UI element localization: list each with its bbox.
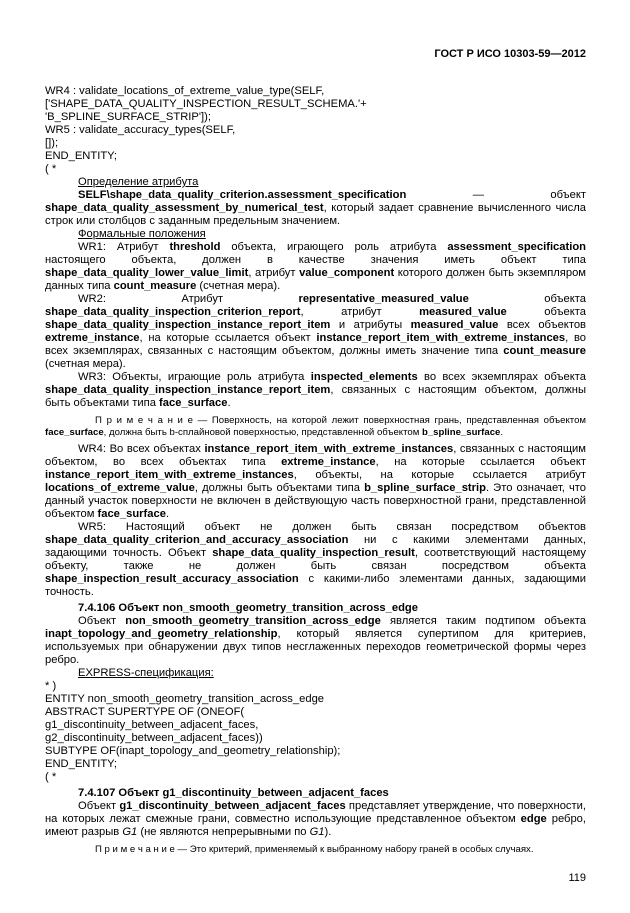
text-segment: G1 — [309, 826, 325, 839]
text-segment: non_smooth_geometry_transition_across_edge — [125, 615, 381, 628]
text-segment: assessment_specification — [447, 241, 586, 253]
text-segment: SUBTYPE OF(inapt_topology_and_geometry_relationship); — [45, 745, 341, 758]
text-segment: face_surface — [97, 508, 166, 521]
note-paragraph — [45, 844, 586, 856]
text-segment: END_ENTITY; — [45, 758, 118, 771]
text-segment: EXPRESS-спецификация: — [78, 667, 214, 680]
text-segment: объекта — [506, 306, 586, 318]
text-segment: настоящего объекта, должен в качестве значения иметь объект типа — [45, 254, 586, 266]
code-line — [45, 111, 586, 124]
code-line — [45, 150, 586, 163]
text-segment: WR3: Объекты, играющие роль атрибута — [78, 371, 311, 383]
text-segment: 7.4.106 Объект non_smooth_geometry_transition_across_edge — [78, 602, 418, 615]
text-segment: , на которые ссылается объект — [375, 456, 586, 469]
text-segment: ни с какими элементами данных, задающими точность. Объект — [45, 534, 586, 560]
text-segment: SELF\shape_data_quality_criterion.assessment_specification — [78, 189, 407, 201]
text-segment: П р и м е ч а н и е — Это критерий, применяемый к выбранному набору граней в особых случаях. — [95, 844, 534, 856]
text-segment: объекта, играющего роль атрибута — [220, 241, 448, 253]
subsection-label — [45, 667, 586, 680]
text-segment: shape_data_quality_inspection_instance_report_item — [45, 319, 331, 331]
text-segment: WR5: Настоящий объект не должен быть связан посредством объектов — [78, 521, 586, 534]
section-heading — [45, 787, 586, 800]
text-segment: shape_data_quality_lower_value_limit — [45, 267, 249, 279]
text-segment: ). — [324, 826, 332, 839]
paragraph — [45, 371, 586, 410]
text-segment: locations_of_extreme_value — [45, 482, 195, 495]
paragraph — [45, 293, 586, 371]
text-segment: G1 — [122, 826, 138, 839]
text-segment: shape_data_quality_criterion_and_accuracy_association — [45, 534, 349, 547]
subsection-label — [45, 176, 586, 189]
text-segment: ENTITY non_smooth_geometry_transition_across_edge — [45, 693, 325, 706]
text-segment: Формальные положения — [78, 228, 206, 240]
code-line — [45, 758, 586, 771]
text-segment: WR1: Атрибут — [78, 241, 170, 253]
note-paragraph — [45, 415, 586, 438]
text-segment: , атрибут — [300, 306, 420, 318]
text-segment: , который является супертипом для критериев, используемых при обнаружении двух типов несглаженных переходов геометрической формы через ребро. — [45, 628, 586, 667]
text-segment: П р и м е ч а н и е — Поверхность, на которой лежит поверхностная грань, представленная объектом — [95, 415, 586, 426]
text-segment: и атрибуты — [330, 319, 411, 331]
text-segment: g2_discontinuity_between_adjacent_faces)) — [45, 732, 263, 745]
text-segment: , связанных с настоящим объектом, во всех объектах типа — [45, 443, 586, 469]
text-segment: inspected_elements — [310, 371, 418, 383]
paragraph — [45, 615, 586, 667]
paragraph — [45, 521, 586, 599]
text-segment: которого должен быть экземпляром данных типа — [45, 267, 586, 292]
document-header: ГОСТ Р ИСО 10303-59—2012 — [434, 48, 586, 60]
text-segment: , атрибут — [248, 267, 300, 279]
text-segment: extreme_instance — [45, 332, 140, 344]
text-segment: representative_measured_value — [298, 293, 469, 305]
page-number: 119 — [568, 871, 586, 884]
text-segment: . — [165, 508, 170, 521]
subsection-label — [45, 228, 586, 241]
section-heading — [45, 602, 586, 615]
text-segment: instance_report_item_with_extreme_instances — [45, 469, 294, 482]
text-segment: edge — [520, 813, 547, 826]
text-segment: ['SHAPE_DATA_QUALITY_INSPECTION_RESULT_SCHEMA.'+ — [45, 98, 367, 110]
text-segment: (не являются непрерывными по — [137, 826, 310, 839]
code-line — [45, 771, 586, 784]
text-segment: , во всех экземплярах, связанных с настоящим объектом, должны иметь значение типа — [45, 332, 586, 357]
text-segment: b_spline_surface_strip — [364, 482, 486, 495]
code-line — [45, 719, 586, 732]
text-segment: , должны быть объектами типа — [194, 482, 365, 495]
text-segment: instance_report_item_with_extreme_instances — [316, 332, 566, 344]
paragraph — [45, 443, 586, 521]
text-segment: END_ENTITY; — [45, 150, 118, 162]
text-segment: . — [227, 397, 231, 409]
document-content — [45, 85, 586, 856]
text-segment: count_measure — [503, 345, 586, 357]
text-segment: ( * — [45, 163, 57, 175]
text-segment: g1_discontinuity_between_adjacent_faces — [119, 800, 346, 813]
text-segment: , на которые ссылается объект — [139, 332, 317, 344]
text-segment: ( * — [45, 771, 57, 784]
text-segment: shape_data_quality_inspection_result — [212, 547, 415, 560]
text-segment: WR5 : validate_accuracy_types(SELF, — [45, 124, 236, 136]
text-segment: является таким подтипом объекта — [380, 615, 586, 628]
code-line — [45, 85, 586, 98]
text-segment: 'B_SPLINE_SURFACE_STRIP']); — [45, 111, 211, 123]
text-segment: extreme_instance — [281, 456, 376, 469]
text-segment: Определение атрибута — [78, 176, 199, 188]
code-line — [45, 745, 586, 758]
text-segment: measured_value — [410, 319, 499, 331]
text-segment: объекта — [468, 293, 586, 305]
code-line — [45, 137, 586, 150]
text-segment: face_surface — [159, 397, 228, 409]
code-line — [45, 732, 586, 745]
text-segment: WR4 : validate_locations_of_extreme_value_type(SELF, — [45, 85, 325, 97]
text-segment: ребро, имеют разрыв — [45, 813, 587, 839]
text-segment: inapt_topology_and_geometry_relationship — [45, 628, 278, 641]
text-segment: (счетная мера). — [45, 358, 126, 370]
text-segment: g1_discontinuity_between_adjacent_faces, — [45, 719, 259, 732]
text-segment: (счетная мера). — [196, 280, 281, 292]
text-segment: shape_data_quality_inspection_instance_report_item — [45, 384, 331, 396]
code-line — [45, 98, 586, 111]
code-line — [45, 163, 586, 176]
text-segment: Объект — [78, 615, 126, 628]
text-segment: shape_data_quality_assessment_by_numerical_test — [45, 202, 324, 214]
text-segment: instance_report_item_with_extreme_instances — [204, 443, 454, 456]
text-segment: []); — [45, 137, 59, 149]
text-segment: * ) — [45, 680, 57, 693]
text-segment: shape_data_quality_inspection_criterion_report — [45, 306, 301, 318]
text-segment: с какими-либо элементами данных, задающими точность. — [45, 573, 586, 599]
text-segment: shape_inspection_result_accuracy_association — [45, 573, 299, 586]
text-segment: , который задает сравнение вычисленного числа строк или столбцов с заданным предельным значением. — [45, 202, 586, 227]
text-segment: threshold — [169, 241, 221, 253]
text-segment: WR2: Атрибут — [78, 293, 299, 305]
text-segment: value_component — [299, 267, 395, 279]
text-segment: , связанных с настоящим объектом, должны быть объектами типа — [45, 384, 586, 409]
paragraph — [45, 241, 586, 293]
text-segment: — объект — [406, 189, 586, 201]
text-segment: count_measure — [113, 280, 197, 292]
text-segment: b_spline_surface — [421, 426, 501, 438]
text-segment: 7.4.107 Объект g1_discontinuity_between_adjacent_faces — [78, 787, 389, 800]
text-segment: , должна быть b-сплайновой поверхностью, представленной объектом — [103, 426, 422, 438]
text-segment: . Это означает, что данный участок поверхности не включен в действующую часть поверхностной грани, представленной объектом — [45, 482, 587, 521]
text-segment: face_surface — [45, 426, 104, 438]
code-line — [45, 680, 586, 693]
code-line — [45, 124, 586, 137]
paragraph — [45, 189, 586, 228]
text-segment: , объекты, на которые ссылается атрибут — [293, 469, 586, 482]
text-segment: ABSTRACT SUPERTYPE OF (ONEOF( — [45, 706, 245, 719]
text-segment: WR4: Во всех объектах — [78, 443, 205, 456]
text-segment: measured_value — [419, 306, 507, 318]
text-segment: . — [500, 426, 504, 438]
paragraph — [45, 800, 586, 839]
code-line — [45, 706, 586, 719]
text-segment: Объект — [78, 800, 120, 813]
text-segment: во всех экземплярах объекта — [417, 371, 587, 383]
text-segment: представляет утверждение, что поверхности, на которых лежат смежные грани, совместно использующие представленное объектом — [45, 800, 586, 826]
code-line — [45, 693, 586, 706]
text-segment: , соответствующий настоящему объекту, также не должен быть связан посредством объекта — [45, 547, 586, 573]
text-segment: всех объектов — [498, 319, 586, 331]
